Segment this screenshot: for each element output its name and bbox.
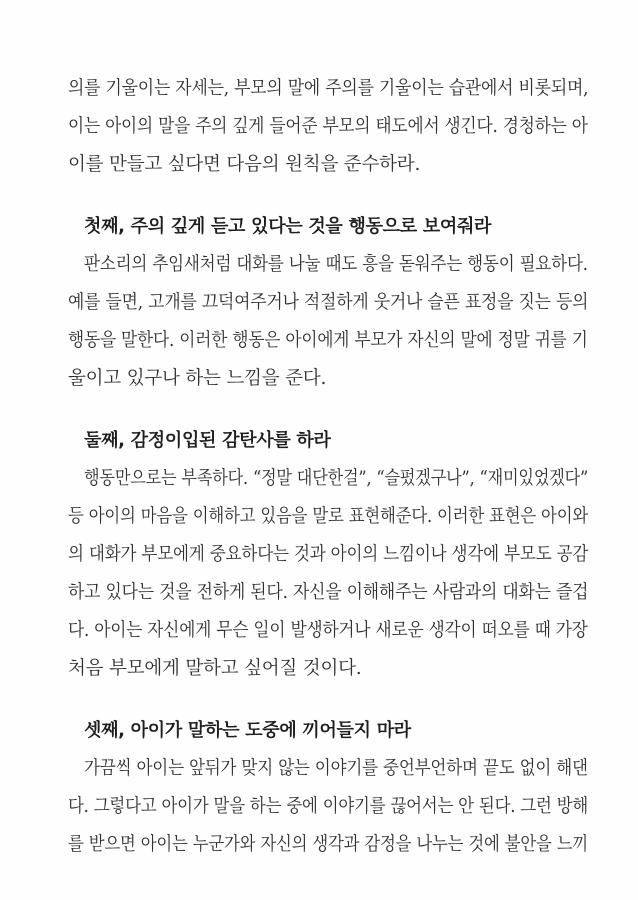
section-3-line-2: 다. 그렇다고 아이가 말을 하는 중에 이야기를 끊어서는 안 된다. 그런 방해 bbox=[68, 796, 589, 817]
intro-line-1: 의를 기울이는 자세는, 부모의 말에 주의를 기울이는 습관에서 비롯되며, bbox=[68, 78, 589, 99]
section-3-heading: 셋째, 아이가 말하는 도중에 끼어들지 마라 bbox=[84, 720, 411, 741]
section-2-line-2: 등 아이의 마음을 이해하고 있음을 말로 표현해준다. 이러한 표현은 아이와 bbox=[68, 506, 589, 527]
section-3-line-3: 를 받으면 아이는 누군가와 자신의 생각과 감정을 나누는 것에 불안을 느끼 bbox=[68, 834, 589, 855]
section-2-line-6: 처음 부모에게 말하고 싶어질 것이다. bbox=[68, 658, 362, 679]
section-1-heading: 첫째, 주의 깊게 듣고 있다는 것을 행동으로 보여줘라 bbox=[84, 216, 492, 237]
section-1-line-2: 예를 들면, 고개를 끄덕여주거나 적절하게 웃거나 슬픈 표정을 짓는 등의 bbox=[68, 292, 589, 313]
section-1-line-4: 울이고 있구나 하는 느낌을 준다. bbox=[68, 368, 327, 389]
section-2-line-3: 의 대화가 부모에게 중요하다는 것과 아이의 느낌이나 생각에 부모도 공감 bbox=[68, 544, 589, 565]
section-1-line-1: 판소리의 추임새처럼 대화를 나눌 때도 흥을 돋워주는 행동이 필요하다. bbox=[84, 254, 588, 275]
section-3-line-1: 가끔씩 아이는 앞뒤가 맞지 않는 이야기를 중언부언하며 끝도 없이 해댄 bbox=[84, 758, 588, 779]
intro-line-2: 이는 아이의 말을 주의 깊게 들어준 부모의 태도에서 생긴다. 경청하는 아 bbox=[68, 116, 588, 137]
section-2-line-1: 행동만으로는 부족하다. “정말 대단한걸”, “슬펐겠구나”, “재미있었겠다” bbox=[84, 468, 589, 489]
section-2-line-5: 다. 아이는 자신에게 무슨 일이 발생하거나 새로운 생각이 떠오를 때 가장 bbox=[68, 620, 588, 641]
intro-line-3: 이를 만들고 싶다면 다음의 원칙을 준수하라. bbox=[68, 154, 421, 175]
section-2-line-4: 하고 있다는 것을 전하게 된다. 자신을 이해해주는 사람과의 대화는 즐겁 bbox=[68, 582, 589, 603]
section-2-heading: 둘째, 감정이입된 감탄사를 하라 bbox=[84, 430, 331, 451]
section-1-line-3: 행동을 말한다. 이러한 행동은 아이에게 부모가 자신의 말에 정말 귀를 기 bbox=[68, 330, 588, 351]
